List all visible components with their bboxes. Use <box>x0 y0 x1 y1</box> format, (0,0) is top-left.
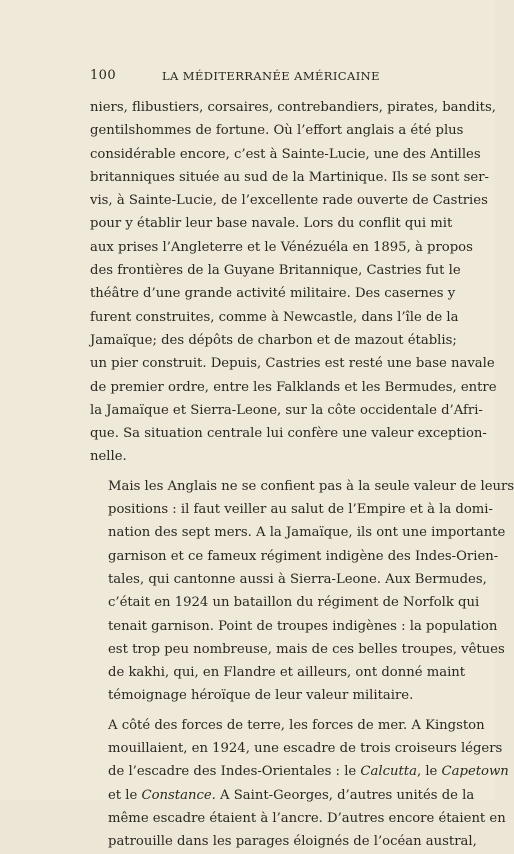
text-line: la Jamaïque et Sierra-Leone, sur la côte occidentale d’Afri- <box>90 402 483 418</box>
text-line: témoignage héroïque de leur valeur militaire. <box>108 688 414 704</box>
text-line: britanniques située au sud de la Martinique. Ils se sont ser- <box>90 169 489 185</box>
text-line: patrouille dans les parages éloignés de l’océan austral, <box>108 834 477 850</box>
text-line: A côté des forces de terre, les forces de mer. A Kingston <box>108 717 485 733</box>
text-line: gentilshommes de fortune. Où l’effort anglais a été plus <box>90 123 464 139</box>
text-line <box>90 784 475 807</box>
text-line: mouillaient, en 1924, une escadre de trois croiseurs légers <box>108 741 503 757</box>
text-line: garnison et ce fameux régiment indigène des Indes-Orien- <box>108 548 499 564</box>
text-line: que. Sa situation centrale lui confère une valeur exception- <box>90 426 487 442</box>
text-segment: et le <box>108 787 142 803</box>
text-line: Mais les Anglais ne se confient pas à la seule valeur de leurs <box>108 478 514 494</box>
text-line: positions : il faut veiller au salut de l’Empire et à la domi- <box>108 502 493 518</box>
text-line: nelle. <box>90 449 127 465</box>
text-line: niers, flibustiers, corsaires, contrebandiers, pirates, bandits, <box>90 100 496 115</box>
text-line: tenait garnison. Point de troupes indigènes : la population <box>108 618 498 634</box>
text-line: c’était en 1924 un bataillon du régiment de Norfolk qui <box>108 595 480 611</box>
text-line: des frontières de la Guyane Britannique, Castries fut le <box>90 263 461 279</box>
text-line: même escadre étaient à l’ancre. D’autres encore étaient en <box>108 810 506 826</box>
text-line: théâtre d’une grande activité militaire. Des casernes y <box>90 286 456 302</box>
paragraph-2 <box>90 475 514 708</box>
text-line: de premier ordre, entre les Falklands et les Bermudes, entre <box>90 379 497 395</box>
text-line: considérable encore, c’est à Sainte-Lucie, une des Antilles <box>90 146 481 162</box>
text-line: Jamaïque; des dépôts de charbon et de mazout établis; <box>90 332 457 348</box>
text-line: est trop peu nombreuse, mais de ces belles troupes, vêtues <box>108 641 505 657</box>
text-line: un pier construit. Depuis, Castries est resté une base navale <box>90 356 495 372</box>
text-line: tales, qui cantonne aussi à Sierra-Leone. Aux Bermudes, <box>108 571 487 587</box>
text-line: de kakhi, qui, en Flandre et ailleurs, ont donné maint <box>108 665 466 681</box>
paragraph-3 <box>90 714 509 854</box>
text-line: nation des sept mers. A la Jamaïque, ils ont une importante <box>108 525 506 541</box>
text-line: aux prises l’Angleterre et le Vénézuéla en 1895, à propos <box>90 239 473 255</box>
ship-name-constance: Constance <box>141 787 212 803</box>
paragraph-1 <box>90 96 497 469</box>
text-line: furent construites, comme à Newcastle, dans l’île de la <box>90 309 459 325</box>
page-body <box>90 96 514 854</box>
text-segment: de l’escadre des Indes-Orientales : le <box>108 764 361 780</box>
running-title: LA MÉDITERRANÉE AMÉRICAINE <box>162 69 380 83</box>
text-segment: . A Saint-Georges, d’autres unités de la <box>211 787 475 803</box>
page-header <box>90 68 414 86</box>
text-line <box>90 760 509 783</box>
page-number: 100 <box>90 68 117 83</box>
text-line: vis, à Sainte-Lucie, de l’excellente rade ouverte de Castries <box>90 193 488 209</box>
text-line: pour y établir leur base navale. Lors du conflit qui mit <box>90 216 453 232</box>
ship-name-capetown: Capetown <box>441 764 509 780</box>
ship-name-calcutta: Calcutta <box>360 764 417 780</box>
text-segment: , le <box>416 764 442 780</box>
